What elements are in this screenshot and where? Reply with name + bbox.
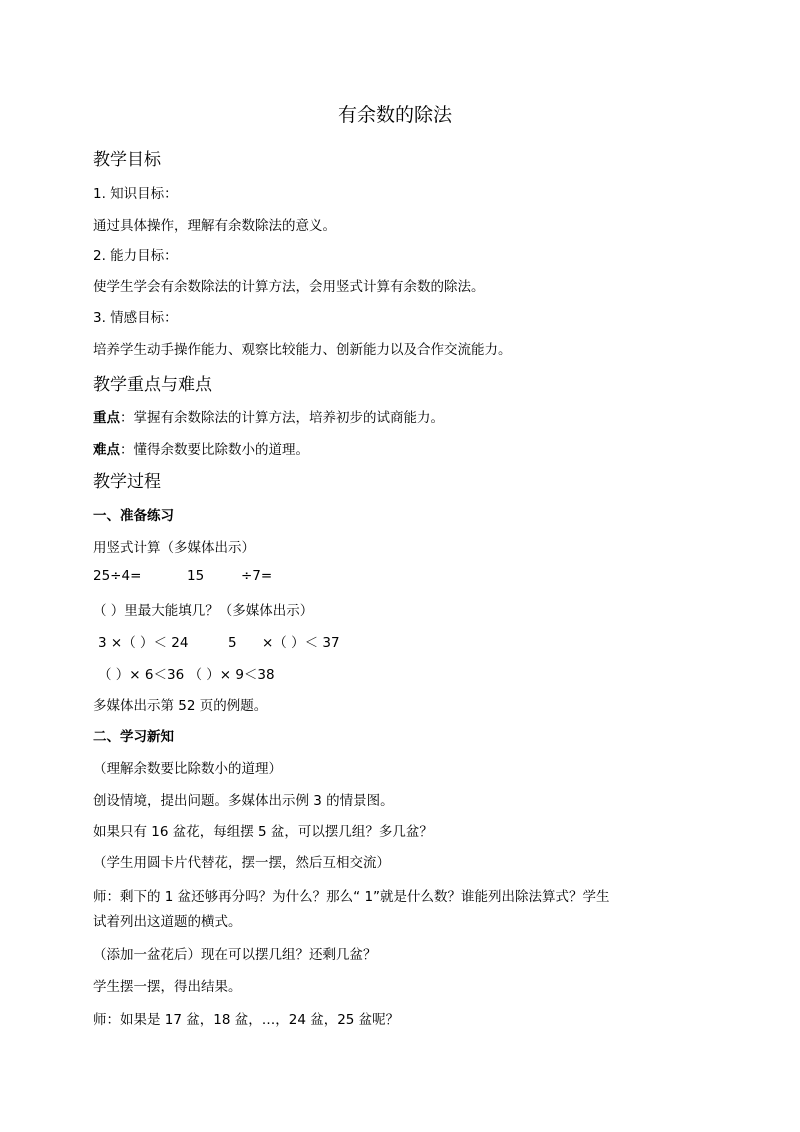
difficulty-line xyxy=(93,438,309,458)
p1-line-6: 多媒体出示第 52 页的例题。 xyxy=(93,698,268,714)
ineq-b: 5 xyxy=(228,635,237,651)
p2-line-5a: 师：剩下的 1 盆还够再分吗？为什么？那么“ 1”就是什么数？谁能列出除法算式？学生 xyxy=(93,889,610,905)
difficulty-text: ：懂得余数要比除数小的道理。 xyxy=(120,442,309,458)
key-point-text: ：掌握有余数除法的计算方法，培养初步的试商能力。 xyxy=(120,410,444,426)
objective-2-text: 使学生学会有余数除法的计算方法，会用竖式计算有余数的除法。 xyxy=(93,279,485,295)
p2-line-7: 学生摆一摆，得出结果。 xyxy=(93,979,242,995)
p2-line-5b: 试着列出这道题的横式。 xyxy=(93,914,242,930)
ineq-c: ×（ ）＜ 37 xyxy=(262,635,340,651)
p2-line-4: （学生用圆卡片代替花，摆一摆，然后互相交流） xyxy=(93,855,390,871)
difficulty-label: 难点 xyxy=(93,442,120,458)
p2-line-8: 师：如果是 17 盆，18 盆，…，24 盆，25 盆呢？ xyxy=(93,1012,400,1028)
objective-2-label: 2. 能力目标： xyxy=(93,248,178,264)
calc-a: 25÷4= xyxy=(93,568,142,584)
part-1-heading: 一、准备练习 xyxy=(93,508,174,524)
heading-key-points: 教学重点与难点 xyxy=(93,375,212,395)
key-point-line xyxy=(93,406,444,426)
page-title: 有余数的除法 xyxy=(337,104,452,126)
p2-line-3: 如果只有 16 盆花，每组摆 5 盆，可以摆几组？多几盆？ xyxy=(93,824,433,840)
p1-line-3: （ ）里最大能填几？（多媒体出示） xyxy=(93,603,314,619)
calc-b: 15 xyxy=(187,568,205,584)
ineq-a: 3 ×（ ）＜ 24 xyxy=(98,635,189,651)
p2-line-6: （添加一盆花后）现在可以摆几组？还剩几盆？ xyxy=(93,947,377,963)
p2-line-2: 创设情境，提出问题。多媒体出示例 3 的情景图。 xyxy=(93,793,394,809)
p1-line-1: 用竖式计算（多媒体出示） xyxy=(93,540,255,556)
heading-objectives: 教学目标 xyxy=(93,150,161,170)
heading-process: 教学过程 xyxy=(93,472,161,492)
p1-line-4 xyxy=(98,631,340,651)
calc-c: ÷7= xyxy=(241,568,273,584)
objective-1-text: 通过具体操作，理解有余数除法的意义。 xyxy=(93,218,336,234)
part-2-heading: 二、学习新知 xyxy=(93,729,174,745)
objective-1-label: 1. 知识目标： xyxy=(93,186,178,202)
objective-3-text: 培养学生动手操作能力、观察比较能力、创新能力以及合作交流能力。 xyxy=(93,342,512,358)
p1-line-5: （ ）× 6＜36 （ ）× 9＜38 xyxy=(98,667,275,683)
p1-calc-line xyxy=(93,568,272,584)
p2-line-1: （理解余数要比除数小的道理） xyxy=(93,761,282,777)
objective-3-label: 3. 情感目标： xyxy=(93,310,178,326)
key-point-label: 重点 xyxy=(93,410,120,426)
